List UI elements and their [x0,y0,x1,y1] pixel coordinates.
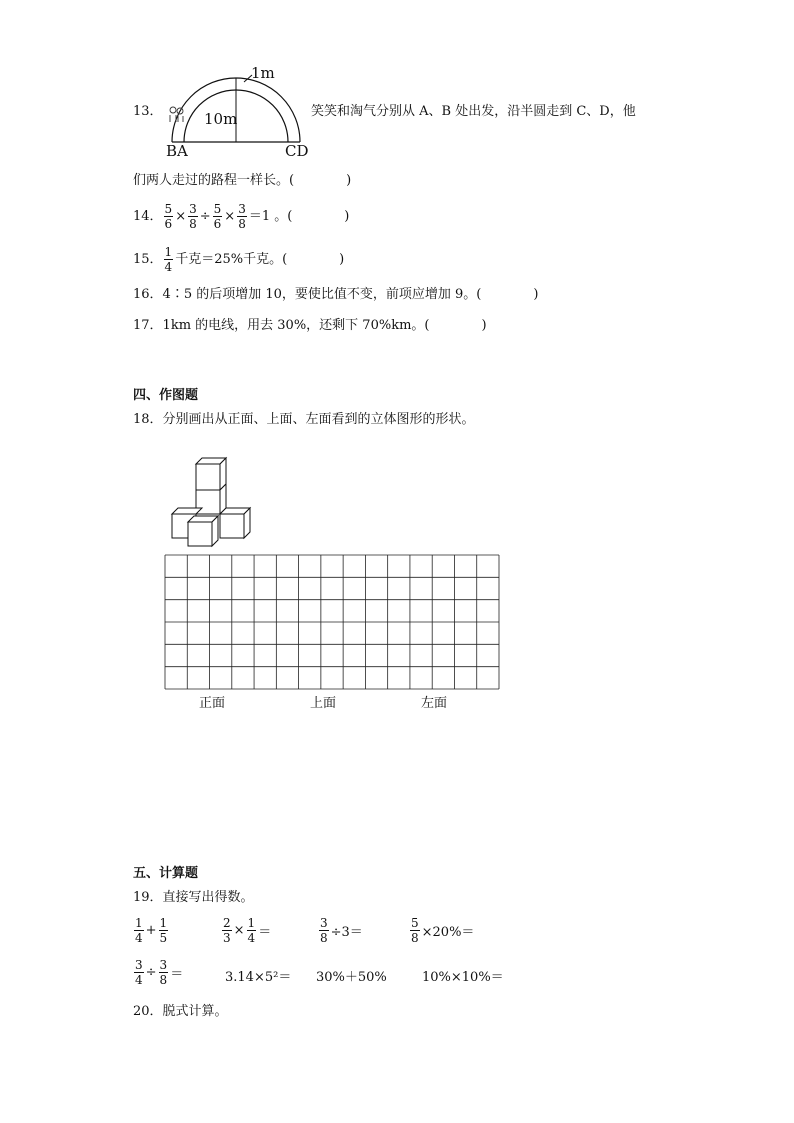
q13-text-2: 们两人走过的路程一样长。( ) [133,173,352,188]
label-cd: CD [285,142,309,160]
q14-frac-3: $\frac{5}{6}$ [213,202,222,231]
drawing-grid[interactable] [164,554,500,690]
calc-2b: 3.14×5²＝ [225,970,292,985]
q13-number: 13． [133,104,163,119]
q16-text: 16．4∶5 的后项增加 10，要使比值不变，前项应增加 9。( ) [133,287,539,302]
q15-tail: 千克＝25%千克。( ) [175,251,345,267]
q14-tail: ＝1 。( ) [248,208,350,224]
calc-1b: $\frac{2}{3}$ × $\frac{1}{4}$ ＝ [223,916,272,945]
q14-number: 14． [133,209,163,224]
cube-stack-figure [168,452,260,548]
calc-1c: $\frac{3}{8}$ ÷3＝ [320,916,363,945]
label-ba: BA [166,142,188,160]
q19-text: 19．直接写出得数。 [133,890,254,905]
label-1m: 1m [251,64,275,82]
grid-label-left: 左面 [421,696,448,711]
q14-frac-2: $\frac{3}{8}$ [189,202,197,231]
calc-2c: 30%＋50% [316,970,387,985]
grid-label-front: 正面 [199,696,226,711]
q15-number: 15． [133,252,163,267]
calc-1d: $\frac{5}{8}$ ×20%＝ [411,916,475,945]
label-10m: 10m [204,110,238,128]
grid-label-top: 上面 [310,696,337,711]
q14-frac-1: $\frac{5}{6}$ [164,202,173,231]
q14-line [133,202,350,231]
q20-text: 20．脱式计算。 [133,1004,228,1019]
q14-op-2: ÷ [199,208,211,224]
q18-text: 18．分别画出从正面、上面、左面看到的立体图形的形状。 [133,412,475,427]
q15-line [133,245,345,274]
q14-frac-4: $\frac{3}{8}$ [238,202,246,231]
calc-2a: $\frac{3}{4}$ ÷ $\frac{3}{8}$ ＝ [135,958,184,987]
q14-op-3: × [224,208,236,224]
section5-heading: 五、计算题 [133,866,199,881]
section4-heading: 四、作图题 [133,388,199,403]
q15-frac: $\frac{1}{4}$ [164,245,173,274]
q14-op-1: × [175,208,187,224]
calc-1a: $\frac{1}{4}$ + $\frac{1}{5}$ [135,916,168,945]
calc-2d: 10%×10%＝ [422,970,504,985]
q13-text-1: 笑笑和淘气分别从 A、B 处出发，沿半圆走到 C、D，他 [311,104,636,119]
q17-text: 17．1km 的电线，用去 30%，还剩下 70%km。( ) [133,318,487,333]
